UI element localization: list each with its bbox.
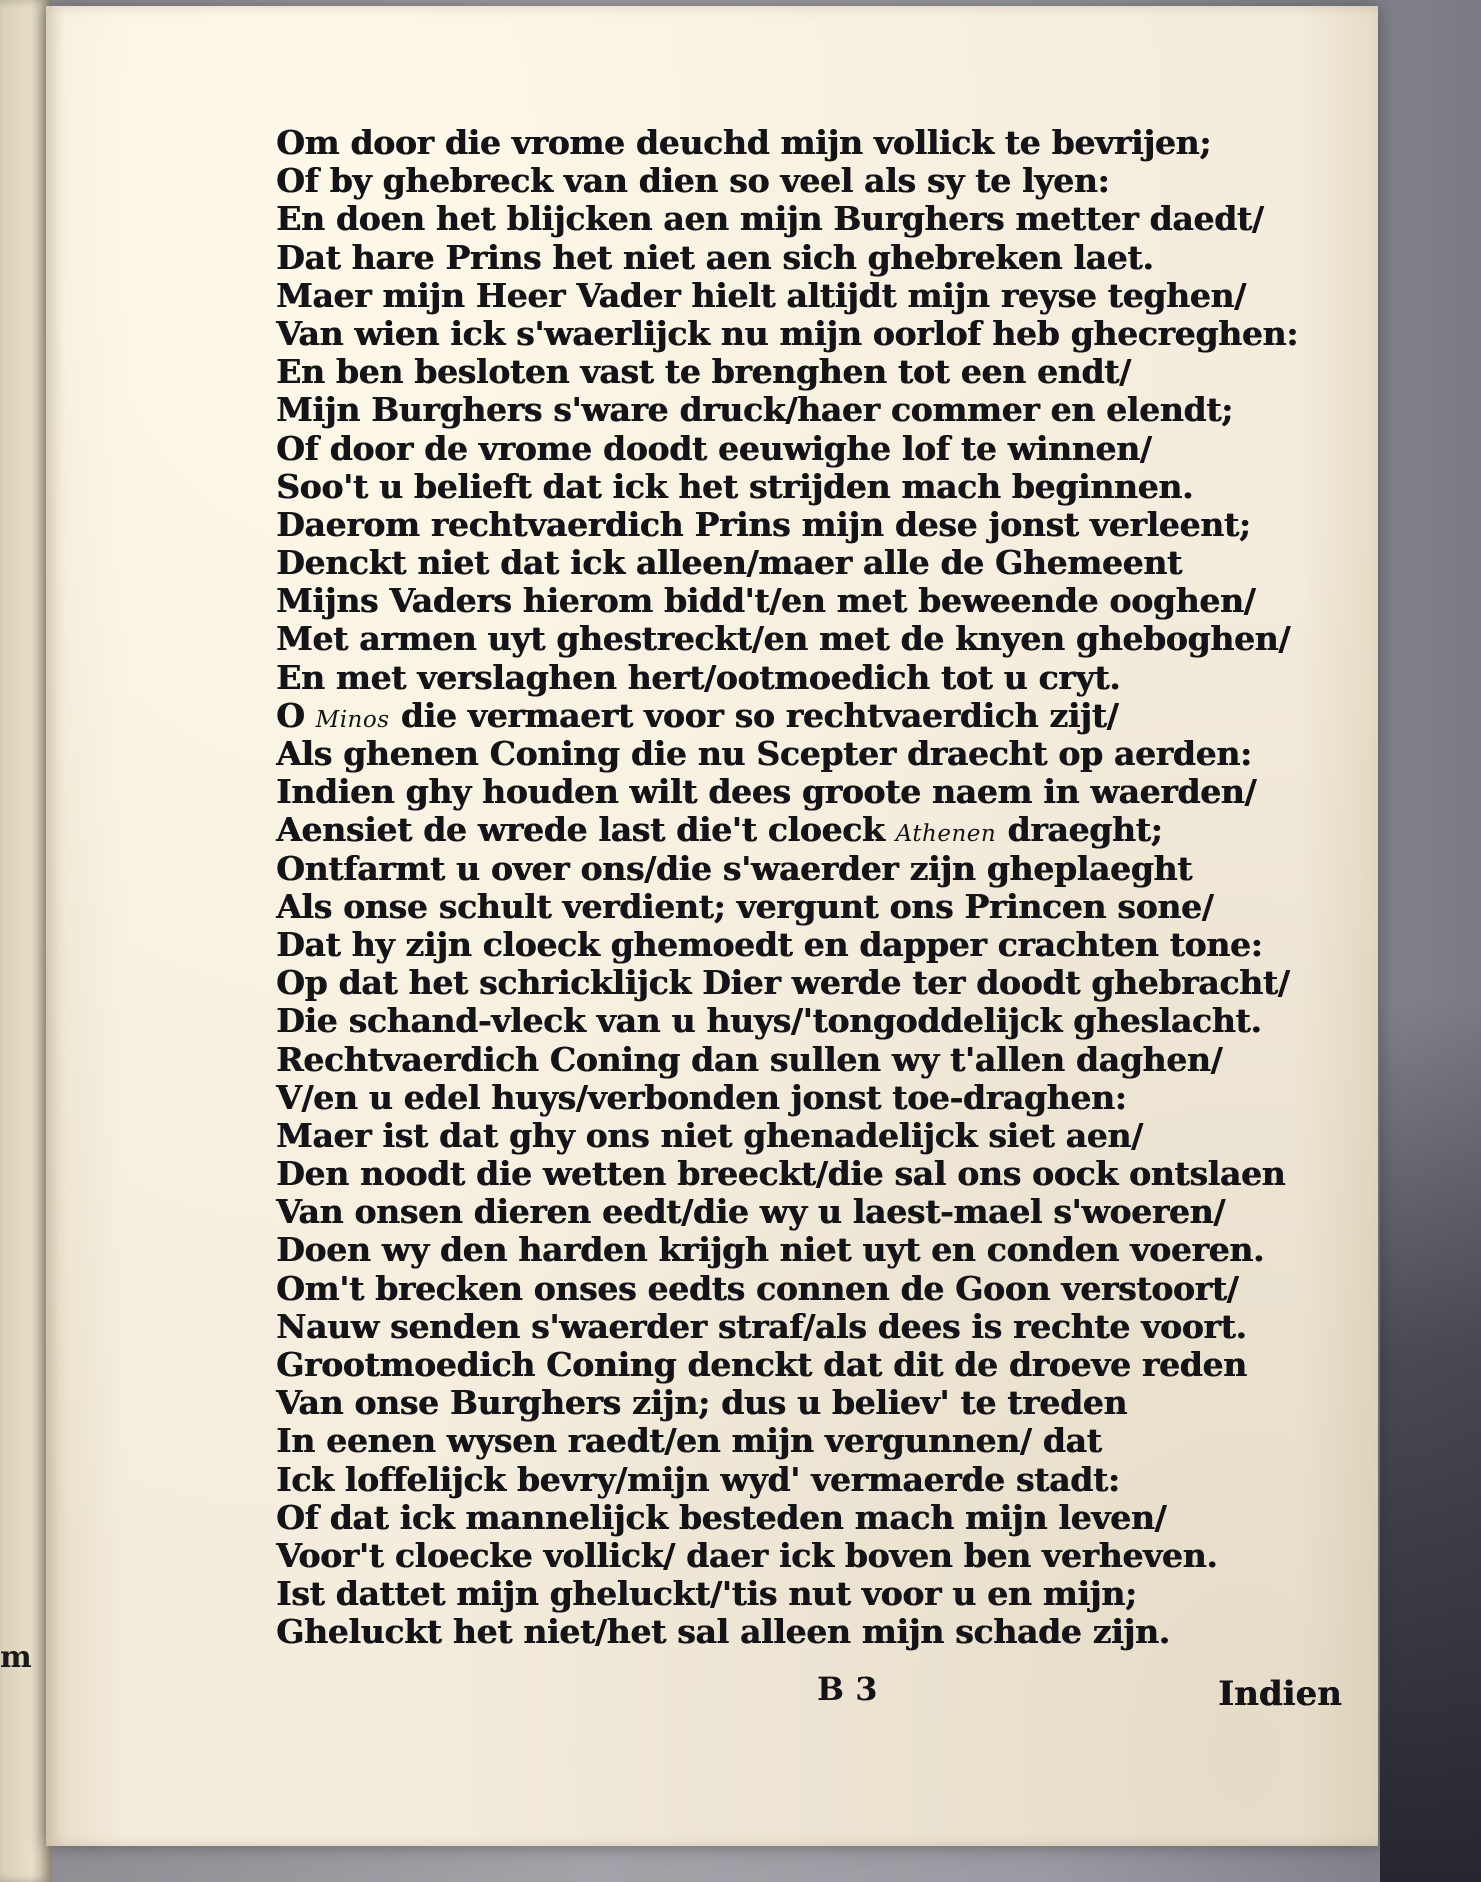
verse-line: Of door de vrome doodt eeuwighe lof te winnen/ xyxy=(276,428,1152,468)
verse-line: Ist dattet mijn gheluckt/'tis nut voor u en mijn; xyxy=(276,1574,1137,1614)
verse-line: Dat hy zijn cloeck ghemoedt en dapper crachten tone: xyxy=(276,924,1263,964)
verse-line-text: die vermaert voor so rechtvaerdich zijt/ xyxy=(389,695,1119,735)
verse-line: Rechtvaerdich Coning dan sullen wy t'allen daghen/ xyxy=(276,1039,1223,1079)
verse-line: V/en u edel huys/verbonden jonst toe-draghen: xyxy=(276,1077,1127,1117)
verse-line: Van onsen dieren eedt/die wy u laest-mael s'woeren/ xyxy=(276,1192,1225,1232)
verse-line: Om't brecken onses eedts connen de Goon verstoort/ xyxy=(276,1268,1239,1308)
verse-line: Indien ghy houden wilt dees groote naem in waerden/ xyxy=(276,772,1257,812)
verse-line: Of dat ick mannelijck besteden mach mijn leven/ xyxy=(276,1497,1167,1537)
facing-page-fragment: m xyxy=(0,1640,31,1675)
book-page xyxy=(46,6,1378,1846)
verse-line: Mijn Burghers s'ware druck/haer commer en elendt; xyxy=(276,390,1233,430)
verse-line: Om door die vrome deuchd mijn vollick te bevrijen; xyxy=(276,123,1212,162)
verse-line: Die schand-vleck van u huys/'tongoddelijck gheslacht. xyxy=(276,1001,1262,1041)
verse-text-block xyxy=(276,123,1298,1652)
verse-line-italic-name: Minos xyxy=(315,706,390,733)
verse-line-italic-name: Athenen xyxy=(895,821,997,848)
verse-line: Denckt niet dat ick alleen/maer alle de Ghemeent xyxy=(276,543,1182,583)
verse-line: Dat hare Prins het niet aen sich ghebreken laet. xyxy=(276,237,1154,277)
verse-line: Als ghenen Coning die nu Scepter draecht op aerden: xyxy=(276,734,1252,773)
verse-line: Ick loffelijck bevry/mijn wyd' vermaerde stadt: xyxy=(276,1459,1120,1499)
verse-line: Van wien ick s'waerlijck nu mijn oorlof heb ghecreghen: xyxy=(276,313,1298,353)
verse-line: Ontfarmt u over ons/die s'waerder zijn gheplaeght xyxy=(276,848,1193,888)
verse-line: En doen het blijcken aen mijn Burghers metter daedt/ xyxy=(276,199,1264,239)
verse-line: Voor't cloecke vollick/ daer ick boven ben verheven. xyxy=(276,1535,1218,1575)
verse-line: Grootmoedich Coning denckt dat dit de droeve reden xyxy=(276,1345,1247,1384)
verse-line: Maer mijn Heer Vader hielt altijdt mijn reyse teghen/ xyxy=(276,275,1246,315)
verse-line-text: draeght; xyxy=(996,810,1163,850)
verse-line-text: Aensiet de wrede last die't cloeck xyxy=(276,810,896,850)
verse-line: Soo't u belieft dat ick het strijden mach beginnen. xyxy=(276,466,1194,506)
verse-line: En met verslaghen hert/ootmoedich tot u cryt. xyxy=(276,657,1121,697)
verse-line: Op dat het schricklijck Dier werde ter doodt ghebracht/ xyxy=(276,963,1290,1003)
verse-line: Nauw senden s'waerder straf/als dees is rechte voort. xyxy=(276,1306,1247,1346)
verse-line xyxy=(276,811,1196,849)
verse-line: In eenen wysen raedt/en mijn vergunnen/ dat xyxy=(276,1421,1102,1461)
verse-line-text: O xyxy=(276,695,316,735)
verse-line: Als onse schult verdient; vergunt ons Princen sone/ xyxy=(276,886,1214,926)
facing-page-edge xyxy=(0,0,52,1882)
verse-line: Van onse Burghers zijn; dus u believ' te treden xyxy=(276,1383,1128,1423)
verse-line: Gheluckt het niet/het sal alleen mijn schade zijn. xyxy=(276,1612,1170,1652)
catchword: Indien xyxy=(1218,1674,1342,1714)
verse-line: Mijns Vaders hierom bidd't/en met beweende ooghen/ xyxy=(276,581,1256,621)
verse-line xyxy=(276,697,1196,735)
verse-line: Den noodt die wetten breeckt/die sal ons oock ontslaen xyxy=(276,1154,1286,1194)
verse-line: Met armen uyt ghestreckt/en met de knyen gheboghen/ xyxy=(276,619,1290,659)
verse-line: Maer ist dat ghy ons niet ghenadelijck siet aen/ xyxy=(276,1115,1143,1155)
verse-line: Of by ghebreck van dien so veel als sy te lyen: xyxy=(276,161,1110,201)
verse-line: Doen wy den harden krijgh niet uyt en conden voeren. xyxy=(276,1230,1265,1270)
verse-line: Daerom rechtvaerdich Prins mijn dese jonst verleent; xyxy=(276,504,1251,544)
shadow-corner xyxy=(1380,1000,1481,1882)
signature-mark: B 3 xyxy=(817,1670,878,1708)
verse-line: En ben besloten vast te brenghen tot een endt/ xyxy=(276,352,1131,392)
